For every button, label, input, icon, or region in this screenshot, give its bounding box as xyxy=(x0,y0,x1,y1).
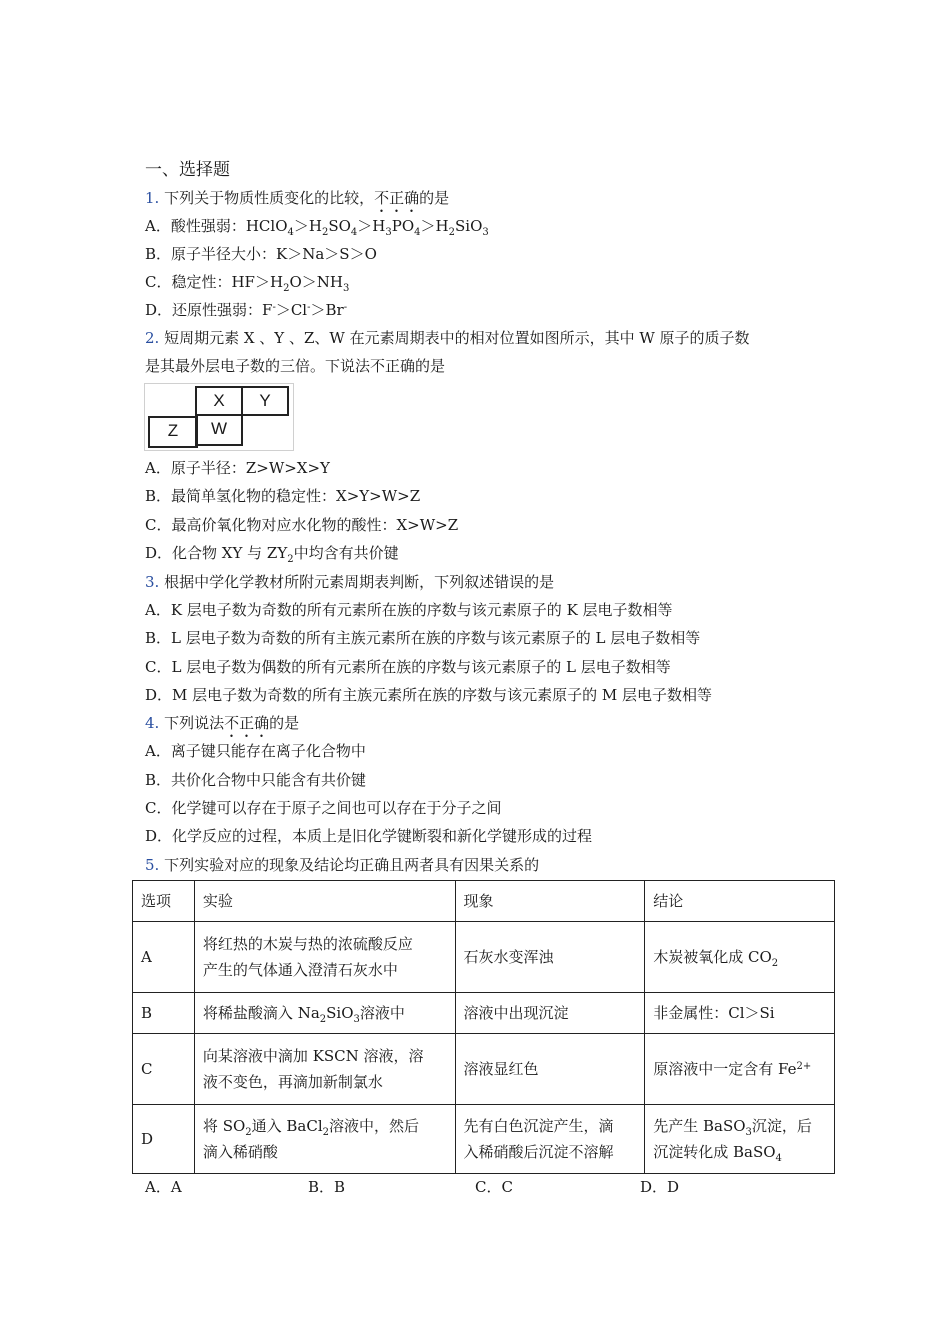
q3-option-d: D．M 层电子数为奇数的所有主族元素所在族的序数与该元素原子的 M 层电子数相等 xyxy=(145,686,713,704)
q1-option-c: C．稳定性：$HF>H_2O>NH_3$ xyxy=(145,273,350,294)
question-2-stem: 2. 短周期元素 X 、Y 、Z、W 在元素周期表中的相对位置如图所示，其中 W 原子的质子数 xyxy=(145,329,750,347)
header-phenomenon: 现象 xyxy=(455,881,645,922)
q4-option-b: B．共价化合物中只能含有共价键 xyxy=(145,771,367,789)
question-number: 1. xyxy=(145,189,160,207)
question-5-stem: 5. 下列实验对应的现象及结论均正确且两者具有因果关系的 xyxy=(145,856,540,874)
q4-option-a: A．离子键只能存在离子化合物中 xyxy=(145,742,366,760)
cell-z: Z xyxy=(148,416,198,448)
q5-option-a: A．A xyxy=(145,1178,182,1196)
q2-option-d: D．化合物 XY 与 $ZY_2$中均含有共价键 xyxy=(145,544,399,565)
q5-option-d: D．D xyxy=(640,1178,680,1196)
q2-option-b: B．最简单氢化物的稳定性：X>Y>W>Z xyxy=(145,487,421,505)
table-header-row xyxy=(133,881,835,922)
q1-option-d: D．还原性强弱：F-＞Cl-＞Br- xyxy=(145,301,348,319)
q5-option-b: B．B xyxy=(308,1178,346,1196)
table-row: D 将 $SO_2$通入 BaCl$_2$溶液中，然后 滴入稀硝酸 先有白色沉淀产生，滴 入稀硝酸后沉淀不溶解 先产生 BaSO$_3$沉淀，后 沉淀转化成 BaSO$_4$ xyxy=(133,1105,835,1174)
q5-option-c: C．C xyxy=(475,1178,513,1196)
section-title: 一、选择题 xyxy=(145,160,230,180)
q1-option-b: B．原子半径大小：K＞Na＞S＞O xyxy=(145,245,377,263)
cell-x: X xyxy=(195,386,243,416)
question-3-stem: 3. 根据中学化学教材所附元素周期表判断，下列叙述错误的是 xyxy=(145,573,555,591)
q2-option-a: A．原子半径：Z>W>X>Y xyxy=(145,459,330,477)
q3-option-a: A．K 层电子数为奇数的所有元素所在族的序数与该元素原子的 K 层电子数相等 xyxy=(145,601,673,619)
header-option: 选项 xyxy=(133,881,195,922)
table-row: C 向某溶液中滴加 KSCN 溶液，溶 液不变色，再滴加新制氯水 溶液显红色 原溶液中一定含有 $Fe^{2+}$ xyxy=(133,1034,835,1105)
emphasis-text: 不正确 xyxy=(374,189,420,207)
q1-option-a: A．酸性强弱：$HClO_4>H_2SO_4>H_3PO_4>H_2SiO_3$ xyxy=(145,217,489,238)
question-4-stem: 4. 下列说法不正确的是 xyxy=(145,714,300,732)
question-1-stem: 1. 下列关于物质性质变化的比较，不正确的是 xyxy=(145,189,450,207)
header-conclusion: 结论 xyxy=(645,881,835,922)
table-row: A 将红热的木炭与热的浓硫酸反应 产生的气体通入澄清石灰水中 石灰水变浑浊 木炭被氧化成 $CO_2$ xyxy=(133,922,835,993)
cell-w: W xyxy=(195,414,243,446)
q3-option-b: B．L 层电子数为奇数的所有主族元素所在族的序数与该元素原子的 L 层电子数相等 xyxy=(145,629,701,647)
experiment-table xyxy=(132,880,835,1174)
header-experiment: 实验 xyxy=(194,881,455,922)
emphasis-text: 不正确 xyxy=(224,714,270,732)
q2-option-c: C．最高价氧化物对应水化物的酸性：X>W>Z xyxy=(145,516,459,534)
q3-option-c: C．L 层电子数为偶数的所有元素所在族的序数与该元素原子的 L 层电子数相等 xyxy=(145,658,671,676)
q4-option-d: D．化学反应的过程，本质上是旧化学键断裂和新化学键形成的过程 xyxy=(145,827,593,845)
q4-option-c: C．化学键可以存在于原子之间也可以存在于分子之间 xyxy=(145,799,502,817)
question-2-stem-cont: 是其最外层电子数的三倍。下说法不正确的是 xyxy=(145,357,446,375)
table-row: B 将稀盐酸滴入 $Na_2SiO_3$溶液中 溶液中出现沉淀 非金属性：Cl＞Si xyxy=(133,993,835,1034)
cell-y: Y xyxy=(241,386,289,416)
periodic-table-figure xyxy=(144,383,294,451)
